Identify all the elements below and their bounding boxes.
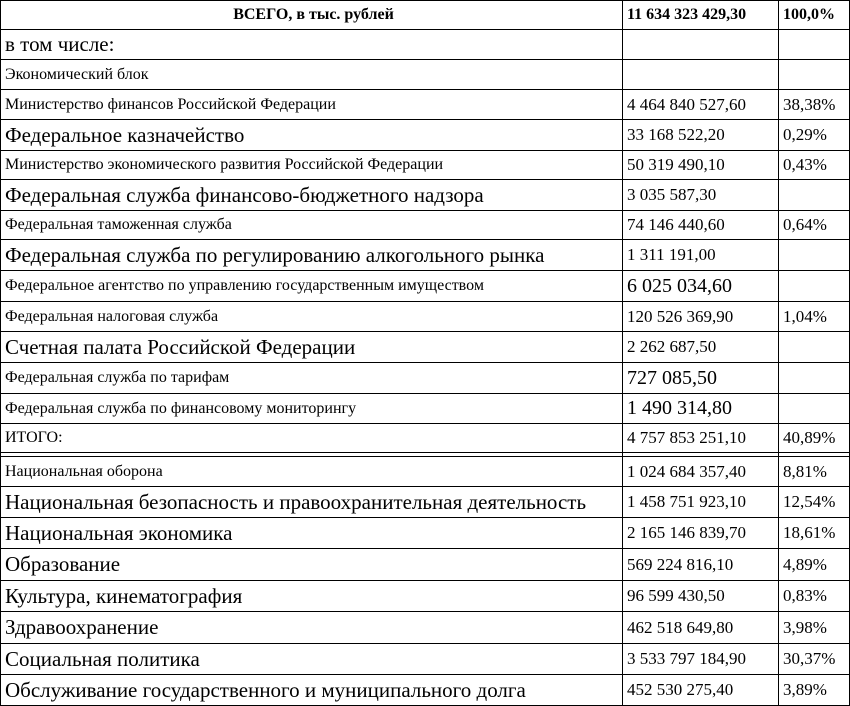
row-value: 50 319 490,10 bbox=[623, 151, 779, 180]
subtotal-label: ИТОГО: bbox=[1, 424, 623, 453]
subtotal-row bbox=[1, 424, 850, 453]
total-percent: 100,0% bbox=[779, 1, 850, 30]
table-row bbox=[1, 581, 850, 612]
table-row bbox=[1, 151, 850, 180]
subtotal-percent: 40,89% bbox=[779, 424, 850, 453]
subtotal-value: 4 757 853 251,10 bbox=[623, 424, 779, 453]
row-value: 727 085,50 bbox=[623, 363, 779, 394]
row-value: 4 464 840 527,60 bbox=[623, 90, 779, 120]
row-name: Здравоохранение bbox=[1, 612, 623, 644]
table-row bbox=[1, 612, 850, 644]
row-percent: 4,89% bbox=[779, 549, 850, 581]
row-name: Обслуживание государственного и муниципального долга bbox=[1, 675, 623, 706]
row-name: Федеральная таможенная служба bbox=[1, 211, 623, 240]
subheader-label: в том числе: bbox=[1, 30, 623, 60]
table-row bbox=[1, 271, 850, 302]
row-name: Министерство финансов Российской Федерации bbox=[1, 90, 623, 120]
row-value: 120 526 369,90 bbox=[623, 302, 779, 332]
row-name: Федеральная налоговая служба bbox=[1, 302, 623, 332]
row-name: Федеральная служба по тарифам bbox=[1, 363, 623, 394]
row-name: Министерство экономического развития Российской Федерации bbox=[1, 151, 623, 180]
table-row bbox=[1, 90, 850, 120]
row-value: 462 518 649,80 bbox=[623, 612, 779, 644]
total-value: 11 634 323 429,30 bbox=[623, 1, 779, 30]
table-header-row bbox=[1, 1, 850, 30]
row-value: 1 458 751 923,10 bbox=[623, 487, 779, 518]
table-row bbox=[1, 332, 850, 363]
row-name: Федеральная служба финансово-бюджетного надзора bbox=[1, 180, 623, 211]
row-value: 3 035 587,30 bbox=[623, 180, 779, 211]
row-percent bbox=[779, 180, 850, 211]
row-value: 1 311 191,00 bbox=[623, 240, 779, 271]
row-percent: 8,81% bbox=[779, 457, 850, 487]
row-percent bbox=[779, 240, 850, 271]
row-name: Национальная экономика bbox=[1, 518, 623, 549]
row-value: 1 490 314,80 bbox=[623, 394, 779, 424]
row-value: 2 165 146 839,70 bbox=[623, 518, 779, 549]
row-percent: 12,54% bbox=[779, 487, 850, 518]
table-row bbox=[1, 302, 850, 332]
row-percent: 30,37% bbox=[779, 644, 850, 675]
table-row bbox=[1, 457, 850, 487]
row-name: Федеральная служба по регулированию алкогольного рынка bbox=[1, 240, 623, 271]
row-value: 33 168 522,20 bbox=[623, 120, 779, 151]
row-name: Национальная оборона bbox=[1, 457, 623, 487]
row-percent: 38,38% bbox=[779, 90, 850, 120]
section-title-row bbox=[1, 60, 850, 90]
row-percent bbox=[779, 332, 850, 363]
row-value: 6 025 034,60 bbox=[623, 271, 779, 302]
total-label: ВСЕГО, в тыс. рублей bbox=[1, 1, 623, 30]
row-value: 96 599 430,50 bbox=[623, 581, 779, 612]
section-title: Экономический блок bbox=[1, 60, 623, 90]
row-percent: 3,98% bbox=[779, 612, 850, 644]
table-row bbox=[1, 487, 850, 518]
table-row bbox=[1, 549, 850, 581]
row-value: 3 533 797 184,90 bbox=[623, 644, 779, 675]
row-name: Культура, кинематография bbox=[1, 581, 623, 612]
row-percent: 18,61% bbox=[779, 518, 850, 549]
row-percent: 3,89% bbox=[779, 675, 850, 706]
row-percent: 1,04% bbox=[779, 302, 850, 332]
row-percent bbox=[779, 271, 850, 302]
row-percent bbox=[779, 363, 850, 394]
table-row bbox=[1, 394, 850, 424]
subheader-row bbox=[1, 30, 850, 60]
row-percent: 0,83% bbox=[779, 581, 850, 612]
table-row bbox=[1, 120, 850, 151]
row-percent bbox=[779, 394, 850, 424]
row-name: Национальная безопасность и правоохранительная деятельность bbox=[1, 487, 623, 518]
row-value: 74 146 440,60 bbox=[623, 211, 779, 240]
table-row bbox=[1, 211, 850, 240]
row-name: Федеральное агентство по управлению государственным имуществом bbox=[1, 271, 623, 302]
table-row bbox=[1, 518, 850, 549]
row-percent: 0,29% bbox=[779, 120, 850, 151]
row-name: Федеральная служба по финансовому мониторингу bbox=[1, 394, 623, 424]
row-name: Счетная палата Российской Федерации bbox=[1, 332, 623, 363]
table-row bbox=[1, 363, 850, 394]
table-row bbox=[1, 180, 850, 211]
row-percent: 0,43% bbox=[779, 151, 850, 180]
row-percent: 0,64% bbox=[779, 211, 850, 240]
row-value: 1 024 684 357,40 bbox=[623, 457, 779, 487]
row-name: Федеральное казначейство bbox=[1, 120, 623, 151]
table-row bbox=[1, 644, 850, 675]
row-name: Образование bbox=[1, 549, 623, 581]
row-value: 452 530 275,40 bbox=[623, 675, 779, 706]
row-value: 569 224 816,10 bbox=[623, 549, 779, 581]
table-row bbox=[1, 675, 850, 706]
row-value: 2 262 687,50 bbox=[623, 332, 779, 363]
table-row bbox=[1, 240, 850, 271]
row-name: Социальная политика bbox=[1, 644, 623, 675]
